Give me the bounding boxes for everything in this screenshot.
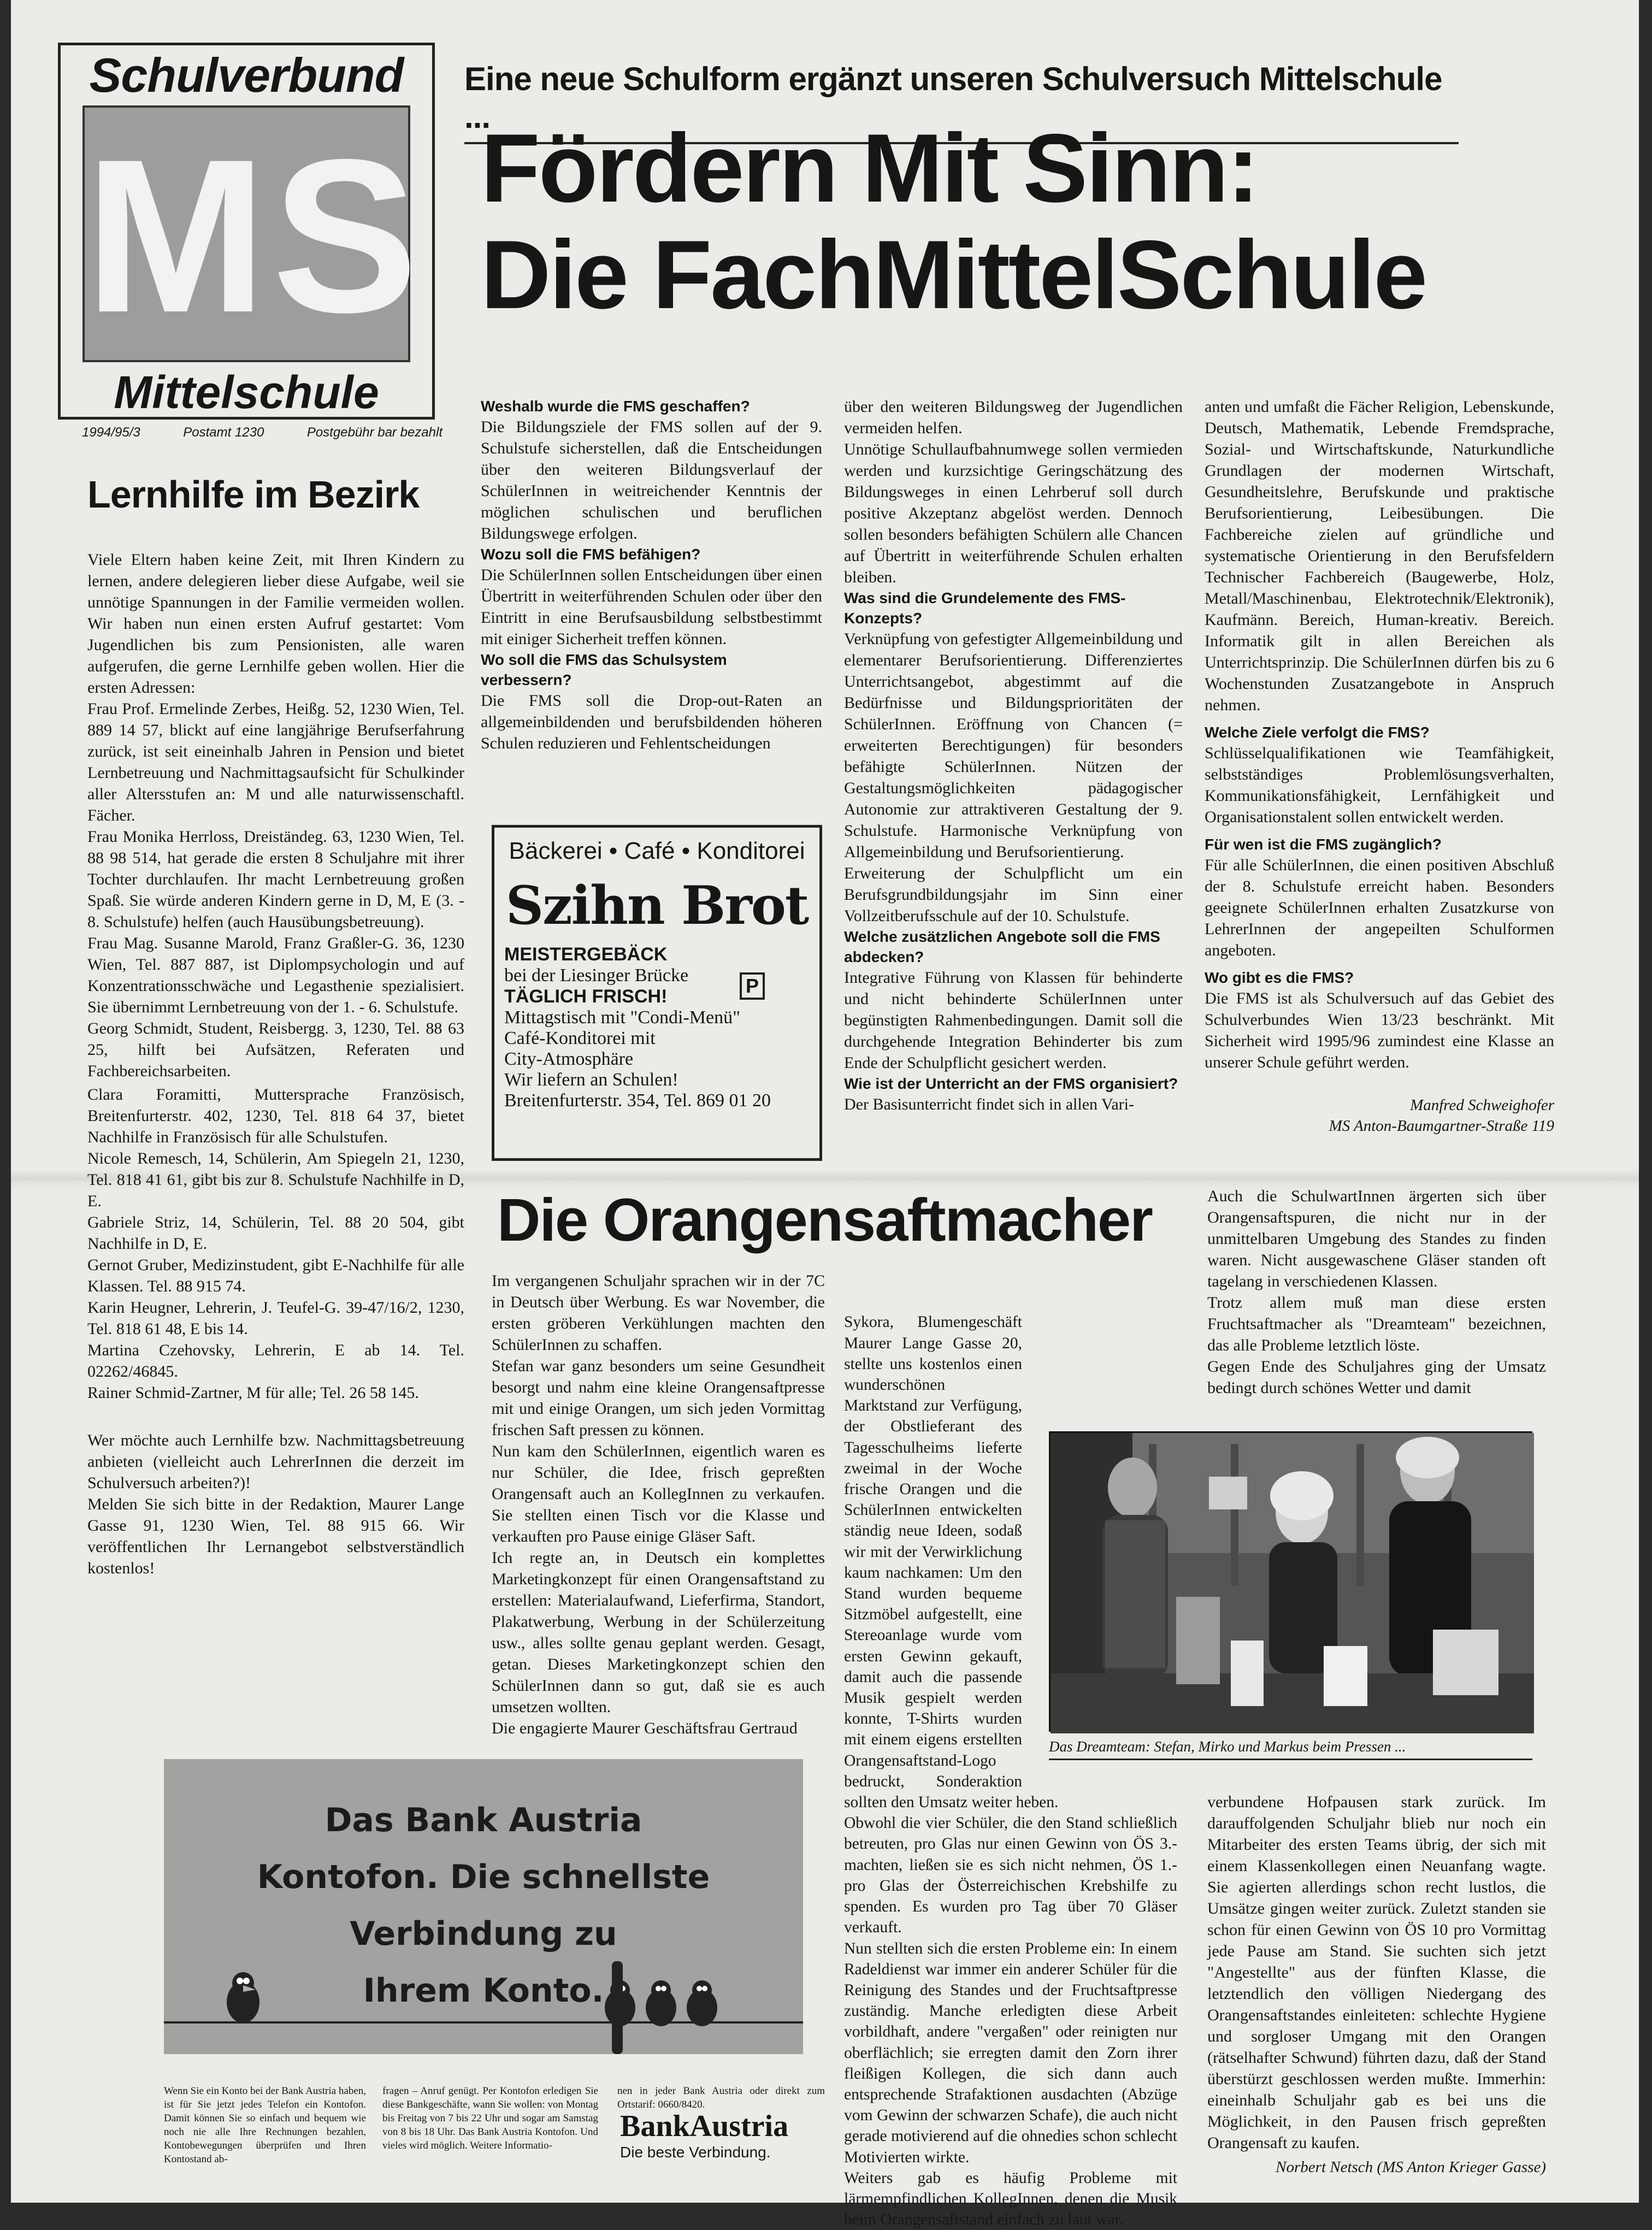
- masthead-logo: [58, 43, 435, 420]
- fms-question: Wozu soll die FMS befähigen?: [481, 546, 701, 563]
- fms-text: Integrative Führung von Klassen für behinderte und nicht behinderte SchülerInnen unter begünstigten Rahmenbedingungen. Damit soll die durchgehende Integration Behinderter bis zum Ende der Schulpflicht gesichert werden.: [844, 969, 1183, 1072]
- lernhilfe-paragraph: Karin Heugner, Lehrerin, J. Teufel-G. 39-47/16/2, 1230, Tel. 818 61 48, E bis 14.: [87, 1299, 464, 1338]
- lernhilfe-title: Lernhilfe im Bezirk: [87, 473, 420, 516]
- issue-number: 1994/95/3: [82, 425, 140, 440]
- fms-text: Die SchülerInnen sollen Entscheidungen über einen Übertritt in weiterführenden Schulen oder über den Eintritt in eine Berufsausbildung selbstbestimmt mit einiger Sicherheit treffen können.: [481, 566, 822, 648]
- headline-line-1: Fördern Mit Sinn:: [481, 114, 1258, 222]
- fms-text: Unnötige Schullaufbahnumwege sollen vermieden werden und kurzsichtige Geringschätzung des Bildungsweges in einen Lehrberuf soll durch positive Akzeptanz abgelöst werden. Dennoch sollen besonders befähigten Schülern alle Chancen auf Übertritt in weiterführende Schulen erhalten bleiben.: [844, 440, 1183, 586]
- issue-line: [82, 425, 442, 440]
- lernhilfe-paragraph: Martina Czehovsky, Lehrerin, E ab 14. Tel. 02262/46845.: [87, 1341, 464, 1381]
- bakery-line: Mittagstisch mit "Condi-Menü": [504, 1007, 740, 1028]
- lernhilfe-paragraph: Georg Schmidt, Student, Reisbergg. 3, 1230, Tel. 88 63 25, hilft bei Aufsätzen, Referaten und Fachbereichsarbeiten.: [87, 1019, 464, 1080]
- bakery-line: City-Atmosphäre: [504, 1049, 634, 1069]
- bakery-line: Wir liefern an Schulen!: [504, 1070, 678, 1090]
- headline-line-2: Die FachMittelSchule: [481, 220, 1426, 329]
- lernhilfe-paragraph: Frau Prof. Ermelinde Zerbes, Heißg. 52, 1230 Wien, Tel. 889 14 57, blickt auf eine langjährige Berufserfahrung zurück, ist seit eineinhalb Jahren in Pension und bietet Lernbetreuung und Nachmittagsaufsicht für Schulkinder aller Altersstufen an: M und alle naturwissenschaftl. Fächer.: [87, 700, 464, 824]
- bank-ad-line: Verbindung zu: [350, 1915, 617, 1953]
- fms-question: Wie ist der Unterricht an der FMS organisiert?: [844, 1075, 1178, 1092]
- photo-caption: Das Dreamteam: Stefan, Mirko und Markus beim Pressen ...: [1049, 1738, 1532, 1760]
- kicker: Eine neue Schulform ergänzt unseren Schulversuch Mittelschule ...: [464, 60, 1459, 144]
- bank-austria-logo: [620, 2109, 828, 2161]
- bakery-ad: [492, 825, 822, 1161]
- orange-byline: Norbert Netsch (MS Anton Krieger Gasse): [1276, 2158, 1546, 2176]
- orange-column-2-text: Sykora, Blumengeschäft Maurer Lange Gasse 20, stellte uns kostenlos einen wunderschönen Marktstand zur Verfügung, der Obstlieferant des Tagesschulheims lieferte zweimal in der Woche frische Orangen und die SchülerInnen entwickelten ständig neue Ideen, sodaß wir mit der Verwirklichung kaum nachkamen: Um den Stand wurden bequeme Sitzmöbel aufgestellt, eine Stereoanlage wurde vom ersten Gewinn gekauft, damit auch die passende Musik gespielt werden konnte, T-Shirts wurden mit einem eigens erstellten Orangensaftstand-Logo bedruckt, Sonderaktion sollten den Umsatz weiter heben. Obwohl die vier Schüler, die den Stand schließlich betreuten, pro Glas nur einen Gewinn von ÖS 3.- machten, ließen sie es sich nicht nehmen, ÖS 1.- pro Glas der Österreichischen Krebshilfe zu spenden. Es wurden pro Tag über 70 Gläser verkauft. Nun stellten sich die ersten Probleme ein: In einem Radeldienst war immer ein anderer Schüler für die Reinigung des Standes und der Fruchtsaftpresse zuständig. Manche erledigten diese Arbeit vorbildhaft, andere "vergaßen" oder reinigten nur oberflächlich; sie erregten damit den Zorn ihrer fleißigen Kollegen, die sich dann auch entsprechende Strafaktionen ausdachten (Abzüge vom Gewinn der schwarzen Schafe), die auch nicht gerade motivierend auf die ohnedies schon schlecht Motivierten wirkte. Weiters gab es häufig Probleme mit lärmempfindlichen KollegInnen, denen die Musik beim Orangensaftstand einfach zu laut war.: [844, 1313, 1177, 2229]
- lernhilfe-closing: Melden Sie sich bitte in der Redaktion, Maurer Lange Gasse 91, 1230 Wien, Tel. 88 915 66. Wir veröffentlichen Ihr Lernangebot selbstverständlich kostenlos!: [87, 1495, 464, 1577]
- logo-top-text: Schulverbund: [89, 48, 404, 102]
- orange-column-3-bottom: [1207, 1770, 1546, 2199]
- bakery-line: MEISTERGEBÄCK: [504, 944, 668, 965]
- headline: [481, 115, 1573, 328]
- parking-icon: P: [740, 972, 765, 1000]
- logo-ms-box: [82, 105, 423, 362]
- lernhilfe-paragraph: Clara Foramitti, Muttersprache Französisch, Breitenfurterstr. 402, 1230, Tel. 818 64 37, bietet Nachhilfe in Französisch für alle Schulstufen.: [87, 1085, 464, 1146]
- fms-column-3: [1205, 396, 1554, 1136]
- postage-note: Postgebühr bar bezahlt: [306, 425, 442, 440]
- fms-byline-name: Manfred Schweighofer: [1410, 1096, 1554, 1114]
- photo-illustration: [1051, 1433, 1534, 1733]
- fms-question: Wo gibt es die FMS?: [1205, 969, 1354, 986]
- bakery-categories: Bäckerei • Café • Konditorei: [509, 837, 805, 864]
- orange-article-title: Die Orangensaftmacher: [497, 1187, 1152, 1254]
- lernhilfe-column: [87, 549, 464, 1579]
- bakery-brand-logo: Szihn Brot: [505, 875, 809, 936]
- bakery-line: bei der Liesinger Brücke: [504, 965, 689, 986]
- bank-ad-text-2: fragen – Anruf genügt. Per Kontofon erledigen Sie diese Bankgeschäfte, wann Sie wollen: von Montag bis Freitag von 7 bis 22 Uhr und sogar am Samstag von 8 bis 18 Uhr. Das Bank Austria Kontofon. Und vieles wird möglich. Weitere Informatio-: [382, 2085, 598, 2151]
- orange-column-3-text: verbundene Hofpausen stark zurück. Im darauffolgenden Schuljahr blieb nur noch ein Mitarbeiter des ersten Teams übrig, der sich mit einem Klassenkollegen einen Neuanfang wagte. Sie agierten allerdings schon recht lustlos, die Umsätze gingen weiter zurück. Zuletzt standen sie schon für einen Gewinn von ÖS 10 pro Vormittag jede Pause am Stand. Sie suchten sich jetzt "Angestellte" aus der fünften Klasse, die letztendlich den völligen Niedergang des Orangensaftstandes einleiteten: schlechte Hygiene und sorgloser Umgang mit den Orangen (rätselhafter Schwund) führten dazu, daß der Stand überstürzt geschlossen werden mußte. Immerhin: eineinhalb Schuljahr gab es bei uns die Möglichkeit, in den Pausen frisch gepreßten Orangensaft zu kaufen.: [1207, 1793, 1546, 2152]
- bird-icon: [213, 1967, 273, 2027]
- lernhilfe-paragraph: Gabriele Striz, 14, Schülerin, Tel. 88 20 504, gibt Nachhilfe in D, E.: [87, 1213, 464, 1253]
- lernhilfe-paragraph: Frau Mag. Susanne Marold, Franz Graßler-G. 36, 1230 Wien, Tel. 887 887, ist Diplompsychologin und auf Konzentrationsschwäche und Legasthenie spezialisiert. Sie übernimmt Lernbetreuung von der 1. - 6. Schulstufe.: [87, 934, 464, 1016]
- fms-text: Der Basisunterricht findet sich in allen Vari-: [844, 1095, 1134, 1113]
- lernhilfe-paragraph: Rainer Schmid-Zartner, M für alle; Tel. 26 58 145.: [87, 1384, 419, 1402]
- postamt: Postamt 1230: [183, 425, 264, 440]
- bank-slogan: Die beste Verbindung.: [620, 2144, 771, 2161]
- bakery-address: Breitenfurterstr. 354, Tel. 869 01 20: [504, 1090, 771, 1111]
- lernhilfe-closing: Wer möchte auch Lernhilfe bzw. Nachmittagsbetreuung anbieten (vielleicht auch LehrerInnen die derzeit im Schulversuch arbeiten?)!: [87, 1431, 464, 1492]
- fms-column-1: [481, 396, 822, 754]
- fms-question: Weshalb wurde die FMS geschaffen?: [481, 398, 750, 415]
- fms-text: Für alle SchülerInnen, die einen positiven Abschluß der 8. Schulstufe erreicht haben. Besonders geeignete SchülerInnen erhalten Zusatzkurse von LehrerInnen der angepeilten Schulformen angeboten.: [1205, 856, 1554, 959]
- fms-text: Die FMS ist als Schulversuch auf das Gebiet des Schulverbundes Wien 13/23 beschränkt. Mit Sicherheit wird 1995/96 zumindest eine Klasse an unserer Schule geführt werden.: [1205, 989, 1554, 1071]
- fms-text: Die FMS soll die Drop-out-Raten an allgemeinbildenden und berufsbildenden höheren Schulen reduzieren und Fehlentscheidungen: [481, 692, 822, 752]
- lernhilfe-paragraph: Nicole Remesch, 14, Schülerin, Am Spiegeln 21, 1230, Tel. 818 41 61, gibt bis zur 8. Schulstufe Nachhilfe in D, E.: [87, 1149, 464, 1210]
- fms-question: Für wen ist die FMS zugänglich?: [1205, 836, 1442, 853]
- fms-question: Welche zusätzlichen Angebote soll die FMS abdecken?: [844, 928, 1160, 965]
- fms-text: über den weiteren Bildungsweg der Jugendlichen vermeiden helfen.: [844, 398, 1183, 437]
- fms-text: Verknüpfung von gefestigter Allgemeinbildung und elementarer Berufsorientierung. Differenziertes Unterrichtsangebot, abgestimmt auf die Bedürfnisse und Bildungsprioritäten der SchülerInnen. Eröffnung von Chancen (= erweiterten Berechtigungen) für besonders befähigte SchülerInnen. Nützen der Gestaltungsmöglichkeiten pädagogischer Autonomie zur attraktiveren Gestaltung der 9. Schulstufe. Harmonische Verknüpfung von Allgemeinbildung und Berufsorientierung.: [844, 630, 1183, 861]
- bank-ad-line: Ihrem Konto.: [363, 1972, 604, 2010]
- lernhilfe-paragraph: Viele Eltern haben keine Zeit, mit Ihren Kindern zu lernen, andere delegieren lieber diese Aufgabe, weil sie unnötige Spannungen in der Familie vermeiden wollen. Wir haben nun einen ersten Aufruf gestartet: Vom Jugendlichen bis zum Pensionisten, alle waren aufgerufen, die gerne Lernhilfe geben wollen. Hier die ersten Adressen:: [87, 551, 464, 697]
- fms-text: Erweiterung der Schulpflicht um ein Berufsgrundbildungsjahr im Sinn einer Vollzeitberufsschule auf der 10. Schulstufe.: [844, 864, 1183, 925]
- bakery-line: TÄGLICH FRISCH!: [504, 986, 668, 1007]
- dreamteam-photo: [1049, 1431, 1532, 1732]
- fms-question: Welche Ziele verfolgt die FMS?: [1205, 724, 1430, 741]
- bank-ad-line: Kontofon. Die schnellste: [257, 1858, 710, 1896]
- fms-question: Wo soll die FMS das Schulsystem verbessern?: [481, 651, 727, 688]
- fms-byline-school: MS Anton-Baumgartner-Straße 119: [1329, 1117, 1554, 1135]
- fms-question: Was sind die Grundelemente des FMS-Konzepts?: [844, 589, 1126, 627]
- newspaper-page: [11, 0, 1639, 2229]
- logo-bottom-text: Mittelschule: [114, 367, 379, 418]
- fms-text: Schlüsselqualifikationen wie Teamfähigkeit, selbstständiges Problemlösungsverhalten, Kommunikationsfähigkeit, Lernfähigkeit und Organisationstalent sollen entwickelt werden.: [1205, 744, 1554, 826]
- fms-text: anten und umfaßt die Fächer Religion, Lebenskunde, Deutsch, Mathematik, Lebende Fremdsprache, Sozial- und Wirtschaftskunde, Naturkundliche Grundlagen der modernen Wirtschaft, Gesundheitslehre, Berufskunde und praktische Berufsorientierung, Leibesübungen. Die Fachbereiche zielen auf gründliche und systematische Orientierung in den Berufsfeldern Technischer Fachbereich (Baugewerbe, Holz, Metall/Maschinenbau, Elektrotechnik/Elektronik), Kaufmänn. Bereich, Human-kreativ. Bereich. Informatik gilt in allen Bereichen als Unterrichtsprinzip. Die SchülerInnen dürfen bis zu 6 Wochenstunden Zusatzangebote in Anspruch nehmen.: [1205, 398, 1554, 714]
- orange-column-1: Im vergangenen Schuljahr sprachen wir in der 7C in Deutsch über Werbung. Es war November, die ersten gröberen Verkühlungen machten den SchülerInnen zu schaffen. Stefan war ganz besonders um seine Gesundheit besorgt und nahm eine kleine Orangensaftpresse mit und einige Orangen, um sich jeden Vormittag frischen Saft pressen zu können. Nun kam den SchülerInnen, eigentlich waren es nur Schüler, die Idee, frisch gepreßten Orangensaft auch an KollegInnen zu verkaufen. Sie stellten einen Tisch vor die Klasse und verkauften pro Pause einige Gläser Saft. Ich regte an, in Deutsch ein komplettes Marketingkonzept für einen Orangensaftstand zu erstellen: Materialaufwand, Lieferfirma, Standort, Plakatwerbung, Werbung in der Schülerzeitung usw., alles sollte genau geplant werden. Gesagt, getan. Dieses Marketingkonzept schien den SchülerInnen dann so gut, daß sie es auch umsetzen wollten. Die engagierte Maurer Geschäftsfrau Gertraud: [492, 1272, 825, 1737]
- fms-text: Die Bildungsziele der FMS sollen auf der 9. Schulstufe sicherstellen, daß die Entscheidungen über den weiteren Bildungsverlauf der SchülerInnen in weitreichender Kenntnis der möglichen schulischen und beruflichen Bildungswege erfolgen.: [481, 418, 822, 542]
- bank-austria-ad: [164, 1759, 803, 2054]
- bank-ad-text-1: Wenn Sie ein Konto bei der Bank Austria haben, ist für Sie jetzt jedes Telefon ein Kontofon. Damit können Sie so einfach und bequem wie noch nie alle Ihre Rechnungen bezahlen, Kontobewegungen überprüfen und Ihren Kontostand ab-: [164, 2085, 366, 2165]
- bank-ad-text-3: nen in jeder Bank Austria oder direkt zum Ortstarif: 0660/8420.: [617, 2085, 825, 2110]
- logo-ms-letters: MS: [85, 114, 423, 358]
- lernhilfe-paragraph: Gernot Gruber, Medizinstudent, gibt E-Nachhilfe für alle Klassen. Tel. 88 915 74.: [87, 1256, 464, 1295]
- bakery-line: Café-Konditorei mit: [504, 1028, 656, 1048]
- bank-ad-line: Das Bank Austria: [324, 1801, 642, 1839]
- lernhilfe-paragraph: Frau Monika Herrloss, Dreiständeg. 63, 1230 Wien, Tel. 88 98 514, hat gerade die ersten 8 Schuljahre mit ihrer Tochter durchlaufen. Ihr macht Lernbetreuung großen Spaß. Sie würde anderen Kindern gerne in D, M, E (3. - 8. Schulstufe) helfen (auch Hausübungsbetreuung).: [87, 828, 464, 931]
- pole-icon: [601, 1961, 634, 2054]
- bank-logo-text: BankAustria: [620, 2109, 789, 2143]
- orange-column-3-top: Auch die SchulwartInnen ärgerten sich über Orangensaftspuren, die nicht nur in der unmittelbaren Umgebung des Standes zu finden waren. Nicht ausgewaschene Gläser standen oft tagelang in verschiedenen Klassen. Trotz allem muß man diese ersten Fruchtsaftmacher als "Dreamteam" bezeichnen, das alle Probleme letztlich löste. Gegen Ende des Schuljahres ging der Umsatz bedingt durch schönes Wetter und damit: [1207, 1187, 1546, 1397]
- fms-column-2: [844, 396, 1183, 1115]
